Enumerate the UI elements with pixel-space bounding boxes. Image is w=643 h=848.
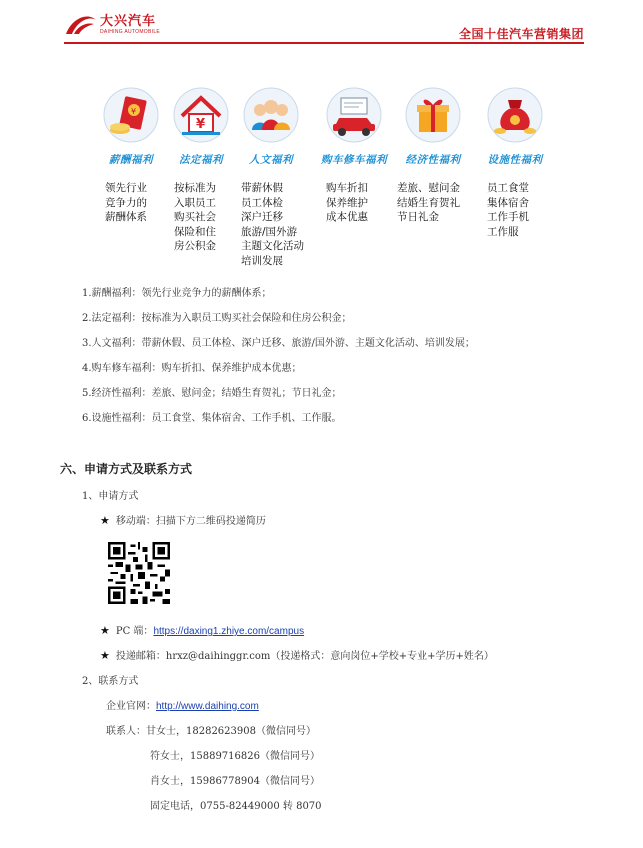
gift-box-icon [404,86,462,144]
benefit-item: 领先行业 [105,182,147,194]
benefit-title: 法定福利 [179,154,223,166]
benefit-item: 节日礼金 [397,211,439,223]
benefit-item: 入职员工 [174,196,216,209]
contact-person: 甘女士，18282623908（微信同号） [146,726,316,737]
apply-method-heading: 1、申请方式 [82,491,139,502]
money-bag-icon [486,86,544,144]
benefit-card [165,86,237,254]
benefit-title: 经济性福利 [405,154,461,166]
contact-heading: 2、联系方式 [82,676,139,687]
logo-en-text: DAIHING AUTOMOBILE [100,29,161,35]
benefit-title: 购车修车福利 [321,154,387,166]
pc-apply-link[interactable]: https://daxing1.zhiye.com/campus [153,626,305,637]
benefit-card [95,86,167,225]
benefit-item: 带薪休假 [241,182,283,194]
benefit-title: 薪酬福利 [109,154,153,166]
fixed-phone: 固定电话，0755-82449000 转 8070 [150,801,322,812]
house-yen-icon [172,86,230,144]
benefit-item: 保养维护 [326,196,368,209]
mobile-apply-line [100,512,266,527]
car-repair-icon [325,86,383,144]
list-item: 2.法定福利：按标准为入职员工购买社会保险和住房公积金； [82,313,352,324]
people-icon [242,86,300,144]
qr-code-icon[interactable] [108,542,170,604]
page-header [64,14,584,44]
benefit-card [318,86,390,225]
pc-label: PC 端： [115,626,154,637]
list-item: 1.薪酬福利：领先行业竞争力的薪酬体系； [82,288,272,299]
email-apply-line [100,647,494,662]
email-address[interactable]: hrxz@daihinggr.com [165,651,271,662]
benefit-item: 工作手机 [487,211,529,223]
header-divider [64,42,584,44]
svg-text:¥: ¥ [196,117,206,132]
mobile-apply-text: 移动端：扫描下方二维码投递简历 [115,516,266,527]
svg-text:¥: ¥ [131,107,137,116]
benefit-item: 培训发展 [241,254,283,267]
email-format-note: （投递格式：意向岗位+学校+专业+学历+姓名） [270,651,494,662]
star-icon: ★ [100,514,110,527]
benefit-item: 工作服 [487,225,519,238]
benefit-item: 员工食堂 [487,182,529,194]
benefit-item: 集体宿舍 [487,196,529,209]
benefit-card [397,86,469,225]
benefit-item: 深户迁移 [241,211,283,223]
section-title: 六、申请方式及联系方式 [60,462,193,476]
website-link[interactable]: http://www.daihing.com [156,701,259,712]
benefit-item: 购车折扣 [326,182,368,194]
list-item: 3.人文福利：带薪休假、员工体检、深户迁移、旅游/国外游、主题文化活动、培训发展； [82,338,475,349]
benefit-item: 员工体检 [241,196,283,209]
list-item: 4.购车修车福利：购车折扣、保养维护成本优惠； [82,363,302,374]
benefit-item: 按标准为 [174,182,216,194]
benefit-item: 房公积金 [174,240,216,252]
benefit-item: 薪酬体系 [105,211,147,223]
benefit-card [479,86,551,239]
benefit-item: 结婚生育贺礼 [397,196,460,209]
list-item: 5.经济性福利：差旅、慰问金；结婚生育贺礼；节日礼金； [82,388,342,399]
star-icon: ★ [100,624,110,637]
contact-label: 联系人： [106,726,146,737]
benefit-item: 差旅、慰问金 [397,182,460,194]
benefit-title: 人文福利 [249,154,293,166]
website-label: 企业官网： [106,701,156,712]
group-name: 全国十佳汽车营销集团 [458,27,584,41]
benefit-card [235,86,307,268]
website-line [106,697,259,712]
email-label: 投递邮箱： [115,651,166,662]
benefit-item: 购买社会 [174,211,216,223]
star-icon: ★ [100,649,110,662]
contact-person-line [106,722,316,737]
contact-person: 符女士，15889716826（微信同号） [150,751,320,762]
benefit-item: 竞争力的 [105,196,147,209]
logo-cn-text: 大兴汽车 [100,14,157,29]
contact-person: 肖女士，15986778904（微信同号） [150,776,320,787]
red-envelope-icon [102,86,160,144]
list-item: 6.设施性福利：员工食堂、集体宿舍、工作手机、工作服。 [82,413,342,424]
benefit-title: 设施性福利 [487,154,543,166]
benefit-list [82,286,475,436]
benefit-item: 成本优惠 [326,211,368,223]
benefit-item: 旅游/国外游 [241,225,298,238]
pc-apply-line [100,622,304,637]
benefit-item: 主题文化活动 [241,240,304,252]
benefit-item: 保险和住 [174,225,216,238]
logo-mark-icon [64,14,98,36]
company-logo [64,14,160,36]
